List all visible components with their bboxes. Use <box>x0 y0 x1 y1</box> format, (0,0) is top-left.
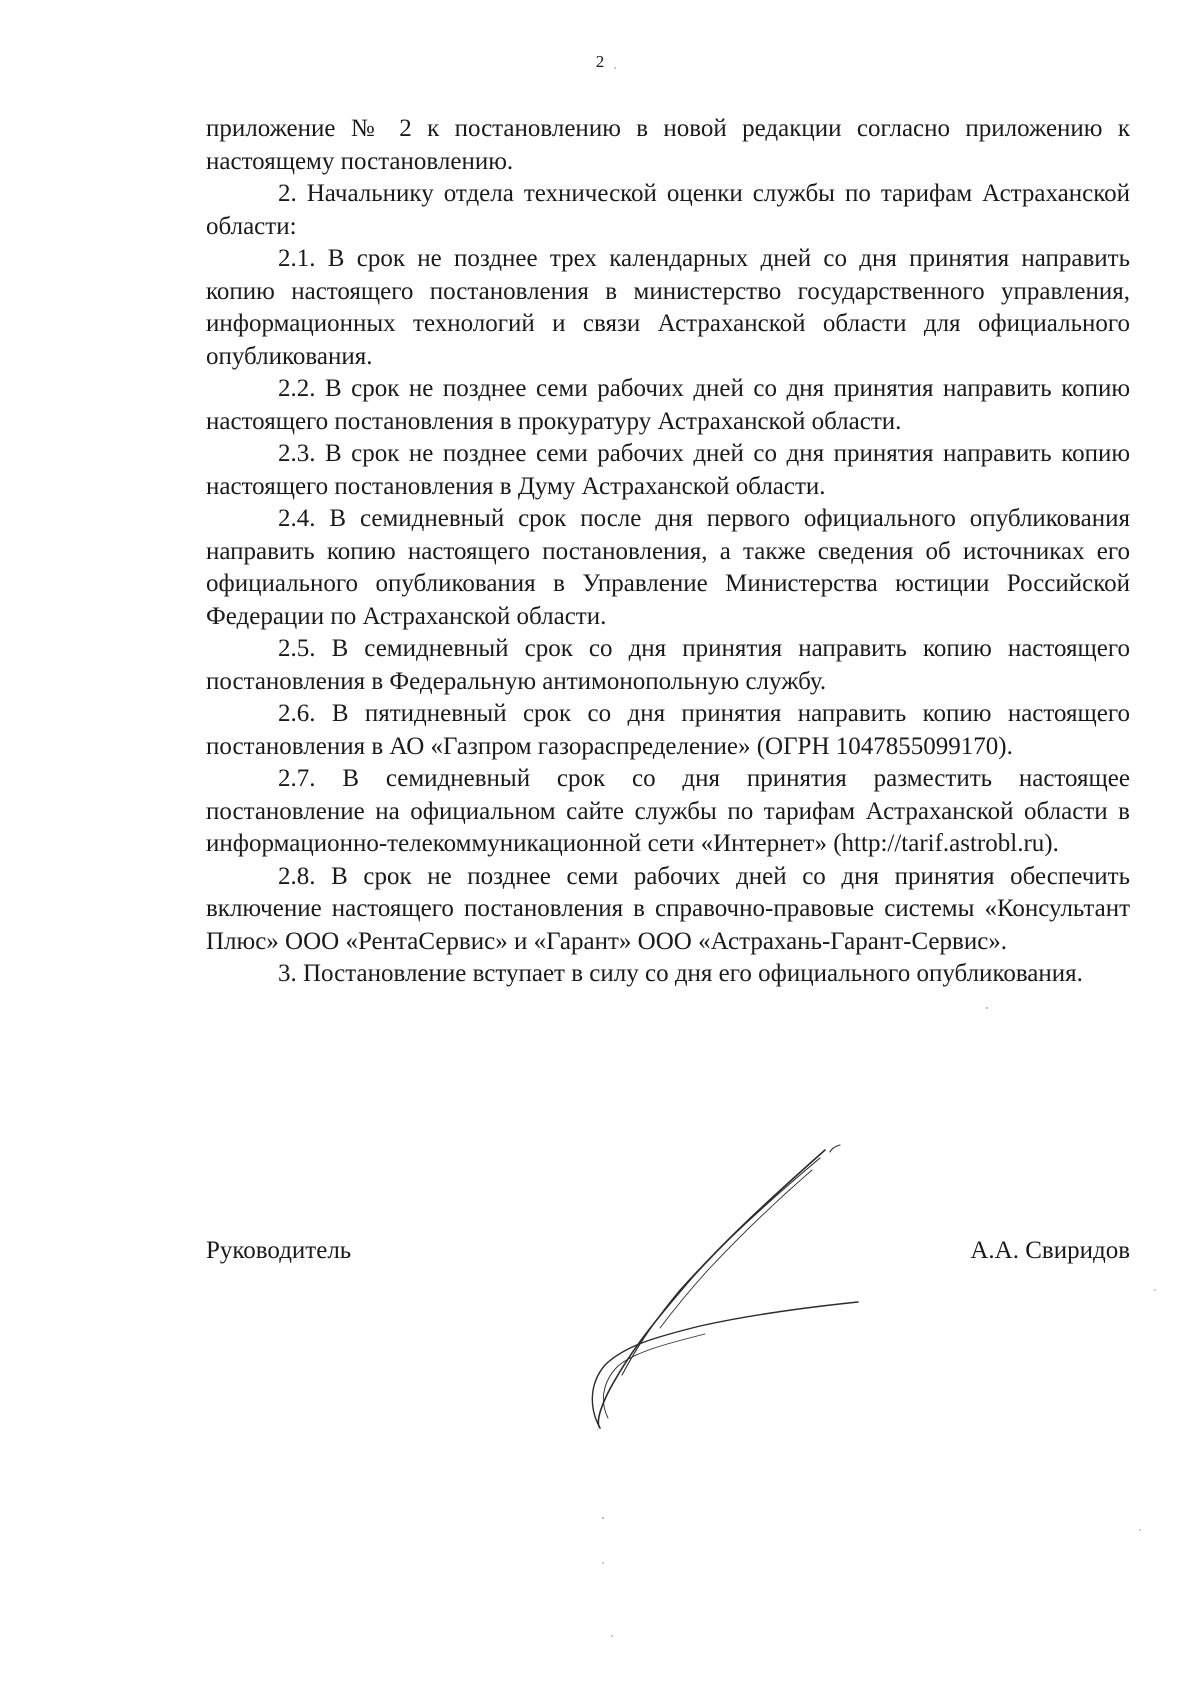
paragraph-2-3: 2.3. В срок не позднее семи рабочих дней со дня принятия направить копию настоящего постановления в Думу Астраханской области. <box>206 440 1130 500</box>
paragraph-2-1: 2.1. В срок не позднее трех календарных дней со дня принятия направить копию настоящего постановления в министерство государственного управления, информационных технологий и связи Астраханской области для официального опубликования. <box>206 245 1130 370</box>
paragraph-2-2: 2.2. В срок не позднее семи рабочих дней со дня принятия направить копию настоящего постановления в прокуратуру Астраханской области. <box>206 375 1130 435</box>
paragraph-2: 2. Начальнику отдела технической оценки службы по тарифам Астраханской области: <box>206 180 1130 240</box>
signatory-role: Руководитель <box>206 1237 352 1264</box>
page-number: 2 <box>595 52 605 71</box>
paragraph-2-7: 2.7. В семидневный срок со дня принятия разместить настоящее постановление на официальном сайте службы по тарифам Астраханской области в информационно-телекоммуникационной сети «Интернет» (http://tarif.astrobl.ru). <box>206 765 1130 857</box>
paragraph-3: 3. Постановление вступает в силу со дня его официального опубликования. <box>278 960 1083 987</box>
document-body <box>206 113 1130 991</box>
handwritten-signature <box>580 1140 910 1430</box>
signatory-name: А.А. Свиридов <box>970 1237 1130 1264</box>
paragraph-1: приложение № 2 к постановлению в новой редакции согласно приложению к настоящему постановлению. <box>206 115 1130 175</box>
paragraph-2-4: 2.4. В семидневный срок после дня первого официального опубликования направить копию настоящего постановления, а также сведения об источниках его официального опубликования в Управление Министерства юстиции Российской Федерации по Астраханской области. <box>206 505 1130 630</box>
paragraph-2-5: 2.5. В семидневный срок со дня принятия направить копию настоящего постановления в Федеральную антимонопольную службу. <box>206 635 1130 695</box>
paragraph-2-8: 2.8. В срок не позднее семи рабочих дней со дня принятия обеспечить включение настоящего постановления в справочно-правовые системы «Консультант Плюс» ООО «РентаСервис» и «Гарант» ООО «Астрахань-Гарант-Сервис». <box>206 862 1130 955</box>
paragraph-2-6: 2.6. В пятидневный срок со дня принятия направить копию настоящего постановления в АО «Газпром газораспределение» (ОГРН 1047855099170). <box>206 700 1130 760</box>
